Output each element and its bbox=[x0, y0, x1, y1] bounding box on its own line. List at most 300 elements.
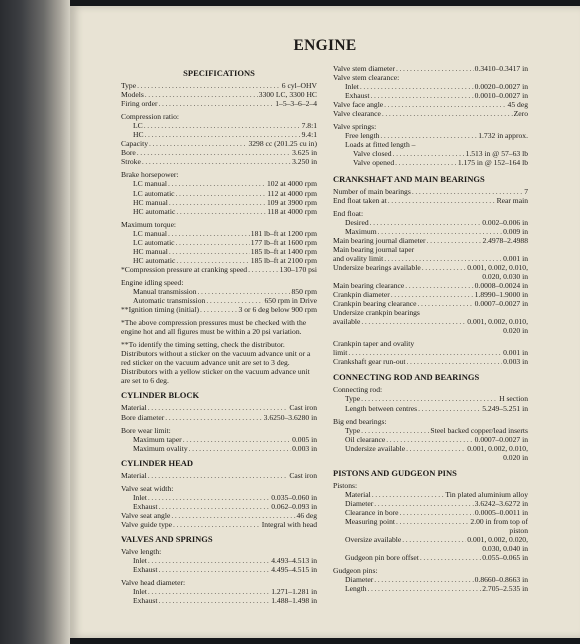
spec-value: 6 cyl–OHV bbox=[281, 81, 317, 90]
spec-label: Free length bbox=[345, 131, 380, 141]
spec-label: Type bbox=[121, 81, 137, 90]
spec-row bbox=[333, 444, 528, 453]
spec-row bbox=[333, 435, 528, 444]
spec-value: 0.0010–0.0027 in bbox=[474, 91, 528, 101]
spec-row bbox=[333, 426, 528, 435]
spec-value: 185 lb–ft at 1400 rpm bbox=[250, 246, 317, 256]
spec-row bbox=[121, 587, 317, 596]
dot-leader bbox=[412, 187, 523, 196]
spec-label: Number of main bearings bbox=[333, 186, 411, 196]
dot-leader bbox=[176, 189, 267, 198]
spec-value: 177 lb–ft at 1600 rpm bbox=[250, 237, 317, 247]
spec-value: 1.732 in approx. bbox=[478, 131, 528, 141]
spec-row bbox=[333, 290, 528, 299]
spec-label: Undersize available bbox=[345, 443, 406, 453]
dot-leader bbox=[200, 305, 237, 314]
dot-leader bbox=[145, 90, 258, 99]
spec-label: End float taken at bbox=[333, 195, 387, 205]
dot-leader bbox=[248, 265, 279, 274]
spec-label: Diameter bbox=[345, 575, 374, 585]
dot-leader bbox=[144, 121, 301, 130]
spec-label: and ovality limit bbox=[333, 253, 384, 263]
dot-leader bbox=[206, 296, 263, 305]
spec-label: *Compression pressure at cranking speed bbox=[121, 264, 248, 274]
spec-label: Exhaust bbox=[133, 565, 158, 575]
spec-row bbox=[121, 130, 317, 139]
spec-row bbox=[333, 490, 528, 499]
spec-row bbox=[121, 139, 317, 148]
dot-leader bbox=[168, 229, 250, 238]
dot-leader bbox=[145, 130, 301, 139]
spec-value: 0.001 in bbox=[503, 348, 528, 358]
dot-leader bbox=[361, 317, 466, 326]
section-heading: CYLINDER HEAD bbox=[121, 457, 194, 468]
spec-row bbox=[333, 236, 528, 245]
dot-leader bbox=[171, 511, 295, 520]
spec-row bbox=[333, 82, 528, 91]
dot-leader bbox=[173, 520, 261, 529]
spec-label: Models bbox=[121, 90, 144, 100]
spec-row bbox=[121, 121, 317, 130]
spec-row bbox=[121, 493, 317, 502]
spec-value: Integral with head bbox=[261, 519, 317, 529]
dot-leader bbox=[158, 565, 270, 574]
spec-value: 3300 LC, 3300 HC bbox=[258, 90, 317, 100]
dot-leader bbox=[402, 535, 466, 544]
spec-value: 4.495–4.515 in bbox=[271, 565, 317, 575]
spec-label: HC automatic bbox=[133, 255, 176, 265]
manual-page bbox=[70, 6, 580, 638]
spec-row bbox=[121, 413, 317, 422]
spec-row bbox=[333, 517, 528, 526]
spec-value: 3.6250–3.6280 in bbox=[263, 412, 317, 422]
spec-label: Automatic transmission bbox=[133, 296, 206, 306]
dot-leader bbox=[158, 596, 270, 605]
value-continuation: 0.020, 0.030 in bbox=[482, 271, 528, 281]
dot-leader bbox=[168, 179, 266, 188]
spec-row bbox=[121, 265, 317, 274]
spec-row bbox=[121, 148, 317, 157]
spec-subheading: Maximum torque: bbox=[121, 219, 177, 229]
spec-row bbox=[121, 444, 317, 453]
spec-row bbox=[333, 348, 528, 357]
spec-subheading: Main bearing journal taper bbox=[333, 244, 415, 254]
spec-value: 1.271–1.281 in bbox=[271, 587, 317, 597]
spec-value: Rear main bbox=[496, 195, 528, 205]
spec-label: Exhaust bbox=[345, 91, 370, 101]
book-binding bbox=[0, 0, 70, 644]
spec-value: 0.0007–0.0027 in bbox=[474, 299, 528, 309]
spec-subheading: Crankpin taper and ovality bbox=[333, 339, 415, 349]
spec-value: 2.705–2.535 in bbox=[482, 584, 528, 594]
spec-value: 0.8660–0.8663 in bbox=[474, 575, 528, 585]
dot-leader bbox=[361, 394, 498, 403]
spec-value: 0.001, 0.002, 0.010, bbox=[467, 443, 528, 453]
spec-value: Cast iron bbox=[289, 403, 317, 413]
spec-row bbox=[333, 404, 528, 413]
spec-row bbox=[333, 317, 528, 326]
section-heading: VALVES AND SPRINGS bbox=[121, 533, 213, 544]
spec-subheading: Compression ratio: bbox=[121, 112, 180, 122]
spec-value: 46 deg bbox=[296, 510, 317, 520]
spec-row bbox=[121, 596, 317, 605]
spec-value: 650 rpm in Drive bbox=[264, 296, 317, 306]
spec-row bbox=[121, 90, 317, 99]
spec-label: Clearance in bore bbox=[345, 507, 399, 517]
spec-row bbox=[333, 535, 528, 544]
dot-leader bbox=[420, 553, 481, 562]
dot-leader bbox=[360, 82, 474, 91]
spec-value: Zero bbox=[513, 109, 528, 119]
dot-leader bbox=[158, 502, 270, 511]
spec-value: H section bbox=[499, 394, 528, 404]
spec-label: HC manual bbox=[133, 197, 168, 207]
spec-row bbox=[121, 157, 317, 166]
dot-leader bbox=[372, 490, 445, 499]
spec-label: LC automatic bbox=[133, 188, 175, 198]
spec-row bbox=[121, 99, 317, 108]
spec-row bbox=[121, 189, 317, 198]
spec-subheading: Engine idling speed: bbox=[121, 277, 184, 287]
spec-row bbox=[121, 435, 317, 444]
dot-leader bbox=[388, 196, 496, 205]
spec-row bbox=[121, 565, 317, 574]
spec-subheading: Brake horsepower: bbox=[121, 170, 179, 180]
spec-row bbox=[333, 357, 528, 366]
spec-row bbox=[333, 508, 528, 517]
spec-row bbox=[333, 64, 528, 73]
spec-label: Crankpin diameter bbox=[333, 290, 390, 300]
section-heading: PISTONS AND GUDGEON PINS bbox=[333, 467, 457, 478]
spec-value: 7 bbox=[524, 186, 528, 196]
spec-value: 3 or 6 deg below 900 rpm bbox=[238, 305, 317, 315]
spec-row bbox=[121, 511, 317, 520]
dot-leader bbox=[422, 263, 467, 272]
dot-leader bbox=[148, 403, 289, 412]
dot-leader bbox=[149, 139, 247, 148]
spec-label: Maximum taper bbox=[133, 434, 182, 444]
dot-leader bbox=[198, 287, 291, 296]
spec-row bbox=[121, 471, 317, 480]
section-heading: SPECIFICATIONS bbox=[183, 68, 255, 78]
dot-leader bbox=[169, 198, 266, 207]
dot-leader bbox=[396, 64, 474, 73]
spec-value: 181 lb–ft at 1200 rpm bbox=[250, 228, 317, 238]
spec-label: Bore diameter bbox=[121, 412, 165, 422]
spec-row bbox=[333, 218, 528, 227]
dot-leader bbox=[148, 587, 270, 596]
spec-label: Stroke bbox=[121, 157, 141, 167]
dot-leader bbox=[189, 444, 291, 453]
spec-subheading: Big end bearings: bbox=[333, 416, 387, 426]
spec-row bbox=[333, 394, 528, 403]
dot-leader bbox=[407, 357, 503, 366]
spec-subheading: Undersize crankpin bearings bbox=[333, 308, 420, 318]
dot-leader bbox=[137, 81, 281, 90]
spec-row bbox=[333, 254, 528, 263]
spec-label: Length bbox=[345, 584, 367, 594]
spec-label: Oversize available bbox=[345, 535, 402, 545]
spec-value: Steel backed copper/lead inserts bbox=[430, 425, 528, 435]
spec-row bbox=[333, 91, 528, 100]
spec-value: 3.6242–3.6272 in bbox=[474, 498, 528, 508]
spec-row bbox=[333, 196, 528, 205]
spec-value: 0.001 in bbox=[503, 253, 528, 263]
spec-label: Inlet bbox=[345, 82, 359, 92]
spec-value: 0.0008–0.0024 in bbox=[474, 280, 528, 290]
dot-leader bbox=[393, 149, 465, 158]
spec-row bbox=[333, 584, 528, 593]
spec-value: Cast iron bbox=[289, 470, 317, 480]
spec-row bbox=[121, 556, 317, 565]
spec-label: Inlet bbox=[133, 492, 147, 502]
spec-subheading: Valve seat width: bbox=[121, 483, 174, 493]
dot-leader bbox=[148, 556, 270, 565]
spec-subheading: Valve head diameter: bbox=[121, 578, 186, 588]
dot-leader bbox=[165, 413, 262, 422]
spec-row bbox=[121, 502, 317, 511]
spec-value: Tin plated aluminium alloy bbox=[445, 489, 528, 499]
spec-row bbox=[121, 256, 317, 265]
spec-row bbox=[121, 520, 317, 529]
spec-value: 185 lb–ft at 2100 rpm bbox=[250, 255, 317, 265]
spec-label: Exhaust bbox=[133, 501, 158, 511]
spec-value: 0.003 in bbox=[292, 443, 317, 453]
spec-label: Maximum ovality bbox=[133, 443, 188, 453]
spec-row bbox=[333, 187, 528, 196]
spec-row bbox=[121, 287, 317, 296]
dot-leader bbox=[406, 444, 466, 453]
spec-subheading: Pistons: bbox=[333, 480, 358, 490]
spec-value: 1.8990–1.9000 in bbox=[474, 290, 528, 300]
spec-value: 7.8:1 bbox=[301, 121, 317, 131]
spec-label: Desired bbox=[345, 217, 369, 227]
spec-label: Valve face angle bbox=[333, 100, 384, 110]
spec-label: Main bearing journal diameter bbox=[333, 235, 426, 245]
spec-label: Length between centres bbox=[345, 403, 418, 413]
spec-value: 2.4978–2.4988 bbox=[482, 235, 528, 245]
dot-leader bbox=[400, 508, 474, 517]
dot-leader bbox=[148, 471, 289, 480]
spec-label: Bore bbox=[121, 148, 136, 158]
spec-value: 1.488–1.498 in bbox=[271, 596, 317, 606]
spec-subheading: Gudgeon pins: bbox=[333, 566, 378, 576]
spec-label: Valve seat angle bbox=[121, 510, 171, 520]
spec-row bbox=[333, 100, 528, 109]
spec-value: 130–170 psi bbox=[279, 264, 317, 274]
spec-row bbox=[121, 238, 317, 247]
spec-value: 118 at 4000 rpm bbox=[267, 206, 317, 216]
spec-value: 0.001, 0.002, 0.020, bbox=[467, 535, 528, 545]
spec-row bbox=[121, 296, 317, 305]
spec-value: 0.003 in bbox=[503, 357, 528, 367]
dot-leader bbox=[370, 91, 473, 100]
spec-row bbox=[121, 179, 317, 188]
spec-value: 0.001, 0.002, 0.010, bbox=[467, 262, 528, 272]
spec-row bbox=[121, 207, 317, 216]
spec-label: Firing order bbox=[121, 99, 158, 109]
spec-value: 9.4:1 bbox=[301, 130, 317, 140]
right-column bbox=[333, 64, 528, 593]
dot-leader bbox=[176, 238, 250, 247]
spec-label: HC bbox=[133, 130, 144, 140]
spec-label: Material bbox=[121, 403, 147, 413]
spec-value: 0.055–0.065 in bbox=[482, 553, 528, 563]
spec-label: Valve stem diameter bbox=[333, 64, 395, 73]
spec-value: 0.0020–0.0027 in bbox=[474, 82, 528, 92]
spec-value: 1.513 in @ 57–63 lb bbox=[465, 149, 528, 159]
spec-label: Valve opened bbox=[353, 158, 395, 168]
spec-value: 3.250 in bbox=[292, 157, 317, 167]
spec-value: 109 at 3900 rpm bbox=[267, 197, 317, 207]
spec-label: Material bbox=[345, 489, 371, 499]
dot-leader bbox=[374, 575, 473, 584]
spec-label: Oil clearance bbox=[345, 434, 386, 444]
spec-row bbox=[121, 198, 317, 207]
spec-value: 0.009 in bbox=[503, 226, 528, 236]
spec-row bbox=[333, 281, 528, 290]
dot-leader bbox=[418, 404, 481, 413]
spec-row bbox=[121, 247, 317, 256]
dot-leader bbox=[405, 281, 473, 290]
spec-value: 5.249–5.251 in bbox=[482, 403, 528, 413]
spec-label: Crankpin bearing clearance bbox=[333, 299, 417, 309]
spec-label: Main bearing clearance bbox=[333, 280, 405, 290]
dot-leader bbox=[395, 158, 457, 167]
spec-label: Inlet bbox=[133, 587, 147, 597]
dot-leader bbox=[391, 290, 474, 299]
spec-value: 4.493–4.513 in bbox=[271, 556, 317, 566]
spec-value: 1–5–3–6–2–4 bbox=[275, 99, 317, 109]
dot-leader bbox=[374, 499, 473, 508]
spec-row bbox=[333, 227, 528, 236]
spec-label: Crankshaft gear run-out bbox=[333, 357, 406, 367]
spec-label: Capacity bbox=[121, 139, 148, 149]
spec-value: 45 deg bbox=[507, 100, 528, 110]
dot-leader bbox=[148, 493, 270, 502]
dot-leader bbox=[176, 256, 249, 265]
spec-label: Measuring point bbox=[345, 516, 395, 526]
dot-leader bbox=[159, 99, 275, 108]
spec-value: 0.001, 0.002, 0.010, bbox=[467, 317, 528, 327]
dot-leader bbox=[169, 247, 250, 256]
spec-label: Exhaust bbox=[133, 596, 158, 606]
spec-subheading: Loads at fitted length – bbox=[345, 140, 416, 150]
spec-label: LC automatic bbox=[133, 237, 175, 247]
spec-subheading: Valve stem clearance: bbox=[333, 73, 400, 83]
spec-label: Diameter bbox=[345, 498, 374, 508]
dot-leader bbox=[142, 157, 291, 166]
spec-subheading: Valve springs: bbox=[333, 122, 377, 132]
dot-leader bbox=[418, 299, 474, 308]
spec-value: 1.175 in @ 152–164 lb bbox=[457, 158, 528, 168]
spec-value: 112 at 4000 rpm bbox=[267, 188, 317, 198]
spec-value: 0.035–0.060 in bbox=[271, 492, 317, 502]
dot-leader bbox=[380, 131, 477, 140]
spec-value: 0.0005–0.0011 in bbox=[474, 507, 528, 517]
spec-label: Manual transmission bbox=[133, 286, 197, 296]
spec-row bbox=[333, 149, 528, 158]
spec-label: Material bbox=[121, 470, 147, 480]
value-continuation: 0.020 in bbox=[503, 452, 528, 462]
spec-row bbox=[333, 109, 528, 118]
spec-label: limit bbox=[333, 348, 348, 358]
spec-row bbox=[121, 81, 317, 90]
dot-leader bbox=[361, 426, 429, 435]
spec-label: LC manual bbox=[133, 228, 167, 238]
spec-label: Gudgeon pin bore offset bbox=[345, 553, 419, 563]
dot-leader bbox=[396, 517, 469, 526]
spec-label: HC manual bbox=[133, 246, 168, 256]
spec-subheading: End float: bbox=[333, 208, 364, 218]
footnote: **To identify the timing setting, check the distributor. Distributors without a sticker on the vacuum advance unit or a red sticker on the vacuum advance unit are set to 3 deg. Distributors with a yellow sticker on the vacuum advance unit are set to 6 deg. bbox=[121, 340, 311, 386]
spec-value: 0.0007–0.0027 in bbox=[474, 434, 528, 444]
value-continuation: 0.030, 0.040 in bbox=[482, 544, 528, 554]
spec-subheading: Connecting rod: bbox=[333, 385, 383, 395]
section-heading: CYLINDER BLOCK bbox=[121, 390, 200, 401]
spec-row bbox=[121, 229, 317, 238]
spec-row bbox=[333, 499, 528, 508]
dot-leader bbox=[384, 254, 502, 263]
page-title: ENGINE bbox=[293, 37, 357, 54]
dot-leader bbox=[382, 109, 513, 118]
value-continuation: 0.020 in bbox=[503, 326, 528, 336]
dot-leader bbox=[384, 100, 506, 109]
dot-leader bbox=[427, 236, 482, 245]
spec-value: 0.3410–0.3417 in bbox=[474, 64, 528, 73]
spec-row bbox=[333, 131, 528, 140]
spec-row bbox=[121, 305, 317, 314]
spec-label: Inlet bbox=[133, 556, 147, 566]
left-column bbox=[121, 64, 317, 605]
dot-leader bbox=[137, 148, 291, 157]
spec-label: Valve closed bbox=[353, 149, 392, 159]
spec-row bbox=[333, 299, 528, 308]
spec-value: 102 at 4000 rpm bbox=[267, 179, 317, 189]
spec-subheading: Bore wear limit: bbox=[121, 425, 171, 435]
spec-row bbox=[333, 553, 528, 562]
spec-subheading: Valve length: bbox=[121, 546, 162, 556]
dot-leader bbox=[378, 227, 502, 236]
spec-label: LC bbox=[133, 121, 143, 131]
spec-value: 0.002–0.006 in bbox=[482, 217, 528, 227]
spec-label: Valve guide type bbox=[121, 519, 173, 529]
dot-leader bbox=[368, 584, 482, 593]
spec-label: LC manual bbox=[133, 179, 167, 189]
section-heading: CRANKSHAFT AND MAIN BEARINGS bbox=[333, 173, 485, 184]
spec-label: available bbox=[333, 317, 361, 327]
spec-label: Type bbox=[345, 394, 361, 404]
dot-leader bbox=[370, 218, 482, 227]
spec-value: 2.00 in from top of bbox=[470, 516, 528, 526]
spec-label: Maximum bbox=[345, 226, 377, 236]
spec-label: **Ignition timing (initial) bbox=[121, 305, 200, 315]
spec-row bbox=[333, 158, 528, 167]
dot-leader bbox=[348, 348, 502, 357]
spec-value: 3.625 in bbox=[292, 148, 317, 158]
spec-row bbox=[121, 403, 317, 412]
section-heading: CONNECTING ROD AND BEARINGS bbox=[333, 372, 480, 383]
spec-row bbox=[333, 263, 528, 272]
spec-row bbox=[333, 575, 528, 584]
dot-leader bbox=[386, 435, 473, 444]
spec-value: 0.005 in bbox=[292, 434, 317, 444]
spec-label: HC automatic bbox=[133, 206, 176, 216]
dot-leader bbox=[176, 207, 266, 216]
spec-value: 0.062–0.093 in bbox=[271, 501, 317, 511]
spec-label: Type bbox=[345, 425, 361, 435]
spec-label: Valve clearance bbox=[333, 109, 381, 119]
